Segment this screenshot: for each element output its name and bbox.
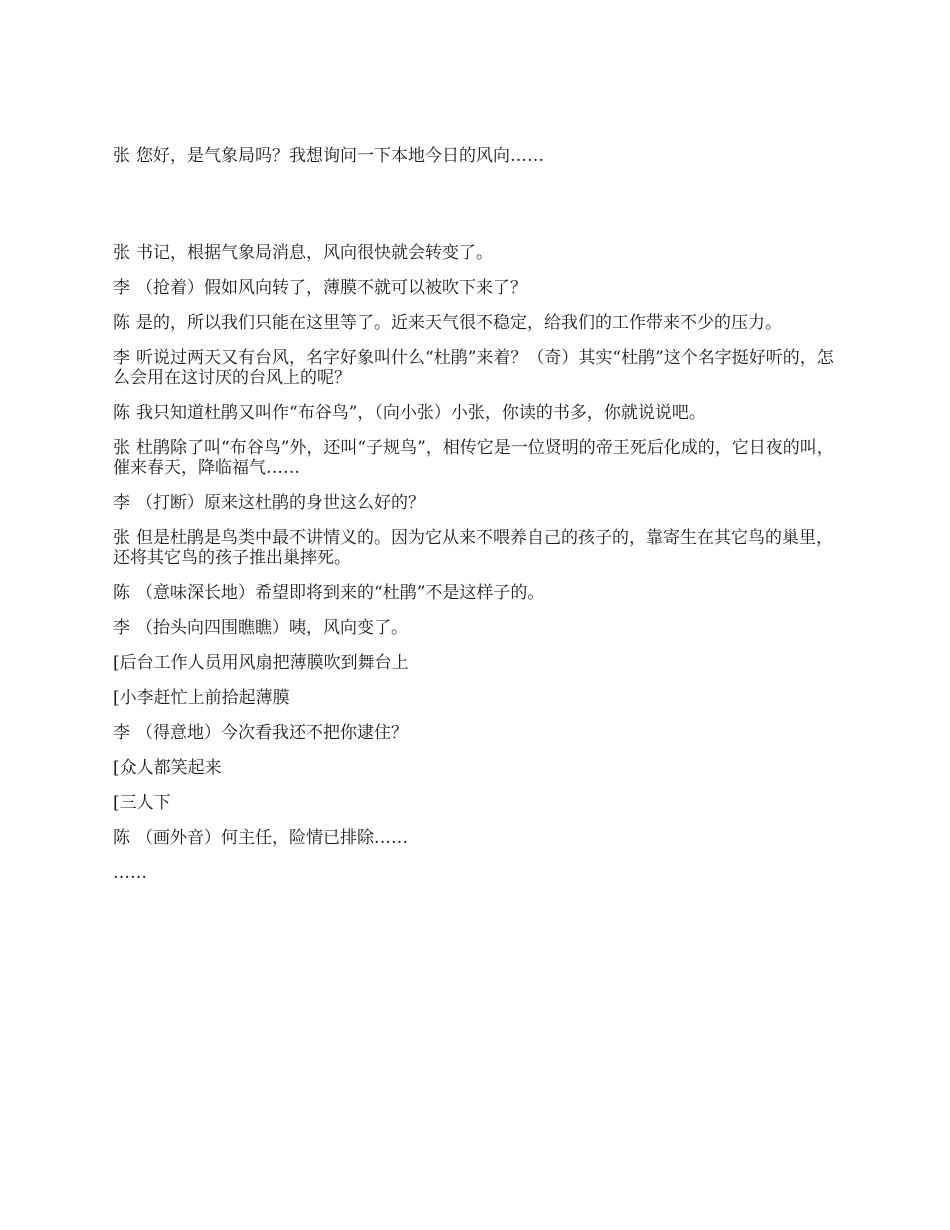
dialogue-text: 我只知道杜鹃又叫作“布谷鸟”，（向小张）小张，你读的书多，你就说说吧。 bbox=[136, 403, 706, 423]
stage-direction bbox=[113, 793, 838, 813]
dialogue-line bbox=[113, 618, 838, 638]
dialogue-line bbox=[113, 493, 838, 513]
dialogue-line bbox=[113, 313, 838, 333]
dialogue-text: （抢着）假如风向转了，薄膜不就可以被吹下来了？ bbox=[136, 278, 527, 298]
stage-direction bbox=[113, 688, 838, 708]
ellipsis-line bbox=[113, 863, 838, 883]
ellipsis-text: …… bbox=[113, 863, 147, 883]
speaker-name: 张 bbox=[113, 243, 130, 263]
dialogue-line bbox=[113, 828, 838, 848]
speaker-name: 李 bbox=[113, 723, 130, 743]
script-body bbox=[113, 0, 838, 883]
dialogue-line bbox=[113, 348, 838, 388]
speaker-name: 李 bbox=[113, 278, 130, 298]
speaker-name: 李 bbox=[113, 618, 130, 638]
dialogue-line bbox=[113, 583, 838, 603]
stage-direction-text: [后台工作人员用风扇把薄膜吹到舞台上 bbox=[113, 653, 409, 673]
dialogue-text: 杜鹃除了叫“布谷鸟”外，还叫“子规鸟”，相传它是一位贤明的帝王死后化成的，它日夜的叫，催来春天，降临福气…… bbox=[113, 438, 834, 478]
dialogue-text: （得意地）今次看我还不把你逮住？ bbox=[136, 723, 408, 743]
speaker-name: 陈 bbox=[113, 583, 130, 603]
speaker-name: 张 bbox=[113, 146, 130, 166]
dialogue-text: （画外音）何主任，险情已排除…… bbox=[136, 828, 408, 848]
stage-direction bbox=[113, 758, 838, 778]
speaker-name: 张 bbox=[113, 438, 130, 458]
stage-direction-text: [三人下 bbox=[113, 793, 171, 813]
stage-direction-text: [小李赶忙上前拾起薄膜 bbox=[113, 688, 290, 708]
dialogue-text: 听说过两天又有台风，名字好象叫什么“杜鹃”来着？（奇）其实“杜鹃”这个名字挺好听的，怎么会用在这讨厌的台风上的呢？ bbox=[113, 348, 834, 388]
speaker-name: 陈 bbox=[113, 828, 130, 848]
dialogue-line bbox=[113, 146, 838, 166]
speaker-name: 陈 bbox=[113, 313, 130, 333]
dialogue-text: 是的，所以我们只能在这里等了。近来天气很不稳定，给我们的工作带来不少的压力。 bbox=[136, 313, 782, 333]
dialogue-text: （意味深长地）希望即将到来的“杜鹃”不是这样子的。 bbox=[136, 583, 545, 603]
dialogue-line bbox=[113, 278, 838, 298]
speaker-name: 李 bbox=[113, 493, 130, 513]
dialogue-line bbox=[113, 243, 838, 263]
dialogue-text: （抬头向四围瞧瞧）咦，风向变了。 bbox=[136, 618, 408, 638]
dialogue-line bbox=[113, 403, 838, 423]
speaker-name: 张 bbox=[113, 528, 130, 548]
speaker-name: 陈 bbox=[113, 403, 130, 423]
dialogue-text: 书记，根据气象局消息，风向很快就会转变了。 bbox=[136, 243, 493, 263]
dialogue-line bbox=[113, 438, 838, 478]
stage-direction bbox=[113, 653, 838, 673]
stage-direction-text: [众人都笑起来 bbox=[113, 758, 222, 778]
speaker-name: 李 bbox=[113, 348, 130, 368]
dialogue-text: 您好，是气象局吗？我想询问一下本地今日的风向…… bbox=[136, 146, 544, 166]
dialogue-text: 但是杜鹃是鸟类中最不讲情义的。因为它从来不喂养自己的孩子的，靠寄生在其它鸟的巢里，还将其它鸟的孩子推出巢摔死。 bbox=[113, 528, 833, 568]
dialogue-line bbox=[113, 528, 838, 568]
dialogue-text: （打断）原来这杜鹃的身世这么好的？ bbox=[136, 493, 425, 513]
dialogue-line bbox=[113, 723, 838, 743]
